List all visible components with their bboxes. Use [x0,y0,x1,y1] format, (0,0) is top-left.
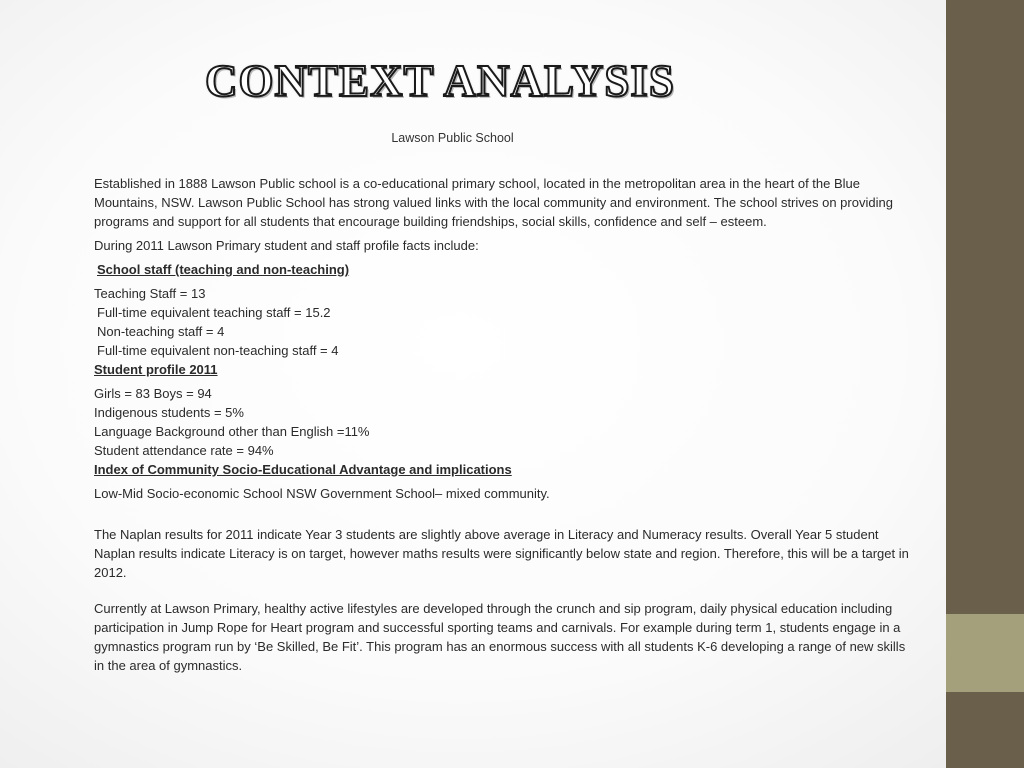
staff-item: Non-teaching staff = 4 [97,324,225,339]
student-item: Language Background other than English =11% [94,424,370,439]
index-heading: Index of Community Socio-Educational Advantage and implications [94,462,512,477]
staff-heading: School staff (teaching and non-teaching) [97,262,350,277]
sidebar-bar [946,0,1024,768]
lifestyle-paragraph: Currently at Lawson Primary, healthy active lifestyles are developed through the crunch and sip program, daily physical education including participation in Jump Rope for Heart program and successful sporting teams and carnivals. For example during term 1, students engage in a gymnastics program run by ‘Be Skilled, Be Fit’. This program has an enormous success with all students K-6 developing a range of new skills in the area of gymnastics. [94,601,906,673]
naplan-paragraph: The Naplan results for 2011 indicate Year 3 students are slightly above average in Literacy and Numeracy results. Overall Year 5 student Naplan results indicate Literacy is on target, however maths results were significantly below state and region. Therefore, this will be a target in 2012. [94,527,909,580]
student-item: Girls = 83 Boys = 94 [94,386,212,401]
during-line: During 2011 Lawson Primary student and staff profile facts include: [94,238,479,253]
staff-item: Full-time equivalent teaching staff = 15.2 [97,305,331,320]
staff-item: Full-time equivalent non-teaching staff = 4 [97,343,339,358]
student-heading: Student profile 2011 [94,362,218,377]
slide-body [94,174,914,675]
staff-item: Teaching Staff = 13 [94,286,206,301]
sidebar-accent-block [946,614,1024,692]
student-item: Indigenous students = 5% [94,405,244,420]
slide-title: CONTEXT ANALYSIS [205,56,675,106]
index-text: Low-Mid Socio-economic School NSW Government School– mixed community. [94,486,550,501]
student-item: Student attendance rate = 94% [94,443,274,458]
intro-paragraph: Established in 1888 Lawson Public school is a co-educational primary school, located in the metropolitan area in the heart of the Blue Mountains, NSW. Lawson Public School has strong valued links with the local community and environment. The school strives on providing programs and support for all students that encourage building friendships, social skills, confidence and self – esteem. [94,176,893,229]
slide-subtitle: Lawson Public School [391,131,514,145]
